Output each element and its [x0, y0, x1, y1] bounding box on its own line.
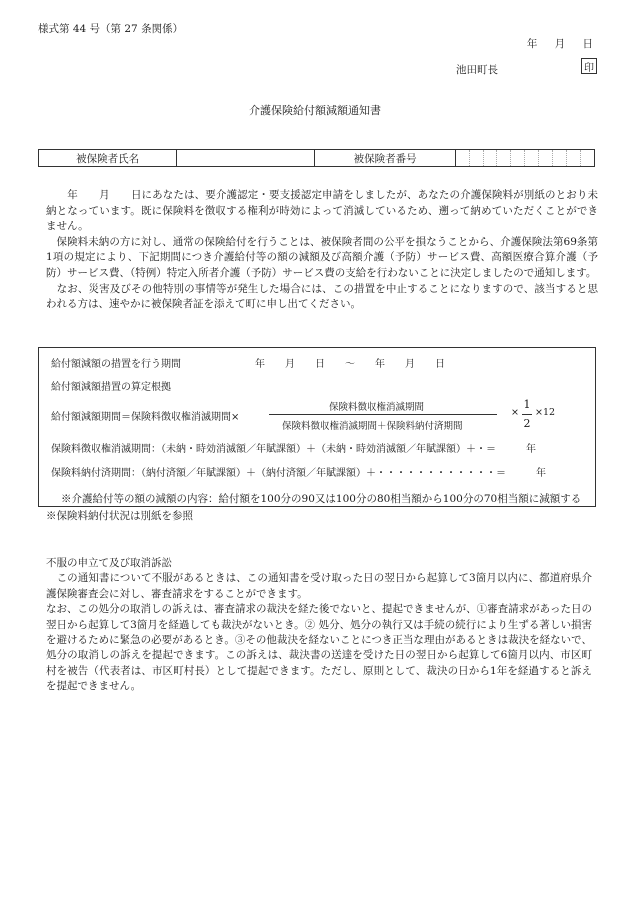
body-paragraph-3: なお、災害及びその他特別の事情等が発生した場合には、この措置を中止することになりますので、該当すると思われる方は、速やかに被保険者証を添えて町に申し出てください。: [46, 282, 598, 311]
body-paragraph-2: 保険料未納の方に対し、通常の保険給付を行うことは、被保険者間の公平を損なうことから、介護保険法第69条第1項の規定により、下記期間につき介護給付等の額の減額及び高額介護（予防）サービス費、高額医療合算介護（予防）サービス費、（特例）特定入所者介護（予防）サービス費の支給を行わないことに決定しましたので通知します。: [46, 235, 598, 279]
half-numerator: 1: [523, 398, 531, 411]
appeal-section: [46, 556, 592, 695]
notice-body: [46, 188, 598, 313]
seal-label: 印: [584, 62, 594, 74]
formula-fraction-bar: [269, 414, 497, 415]
payment-status-note: ※保険料納付状況は別紙を参照: [46, 510, 193, 522]
formula-tail: ×12: [535, 407, 556, 418]
form-number: 様式第 44 号（第 27 条関係）: [38, 23, 184, 35]
reduction-content-note: ※介護給付等の額の減額の内容：給付額を100分の90又は100分の80相当額から100分の70相当額に減額する: [61, 493, 582, 505]
formula-numerator: 保険料徴収権消滅期間: [329, 402, 425, 413]
seal-stamp: [581, 58, 597, 74]
insured-name-field[interactable]: [177, 150, 315, 167]
body-paragraph-1: 年 月 日にあなたは、要介護認定・要支援認定申請をしましたが、あなたの介護保険料が別紙のとおり未納となっています。既に保険料を徴収する権利が時効によって消滅しているため、遡って納めていただくことができません。: [46, 189, 598, 233]
insured-name-label: 被保険者氏名: [39, 150, 177, 167]
issuer-mayor: 池田町長: [456, 64, 498, 76]
appeal-heading: 不服の申立て及び取消訴訟: [46, 557, 172, 569]
extinct-period-formula: 保険料徴収権消滅期間：（未納・時効消滅額／年賦課額）＋（未納・時効消滅額／年賦課額）＋・＝ 年: [51, 444, 536, 455]
reduction-period-values: 年 月 日 ～ 年 月 日: [255, 359, 445, 370]
calculation-box: [38, 347, 596, 507]
reduction-period-label: 給付額減額の措置を行う期間: [51, 359, 181, 370]
appeal-paragraph-1: この通知書について不服があるときは、この通知書を受け取った日の翌日から起算して3箇月以内に、都道府県介護保険審査会に対し、審査請求をすることができます。: [46, 572, 592, 600]
insured-number-field[interactable]: [455, 150, 594, 167]
half-denominator: 2: [523, 417, 531, 430]
paid-period-formula: 保険料納付済期間：（納付済額／年賦課額）＋（納付済額／年賦課額）＋・・・・・・・・・・・・＝ 年: [51, 468, 546, 479]
insured-number-digit-cells: [456, 150, 594, 166]
insured-number-label: 被保険者番号: [315, 150, 455, 167]
insured-table: [38, 149, 595, 167]
formula-denominator: 保険料徴収権消滅期間＋保険料納付済期間: [282, 421, 463, 432]
half-fraction-bar: [522, 414, 532, 415]
formula-lhs: 給付額減額期間＝保険料徴収権消滅期間×: [51, 412, 240, 423]
document-title: 介護保険給付額減額通知書: [249, 104, 381, 117]
issue-date: 年 月 日: [526, 38, 593, 50]
appeal-paragraph-2: なお、この処分の取消しの訴えは、審査請求の裁決を経た後でないと、提起できませんが、①審査請求があった日の翌日から起算して3箇月を経過しても裁決がないとき。② 処分、処分の執行又は手続の続行により生ずる著しい損害を避けるために緊急の必要があるとき。③その他裁決を経ないことにつき正当な理由があるときは裁決を経ないで、処分の取消しの訴えを提起できます。この訴えは、裁決書の送達を受けた日の翌日から起算して6箇月以内、市区町村を被告（代表者は、市区町村長）として提起できます。ただし、原則として、裁決の日から1年を経過すると訴えを提起できません。: [46, 603, 592, 693]
calculation-basis-label: 給付額減額措置の算定根拠: [51, 382, 171, 393]
formula-times: ×: [511, 407, 519, 418]
